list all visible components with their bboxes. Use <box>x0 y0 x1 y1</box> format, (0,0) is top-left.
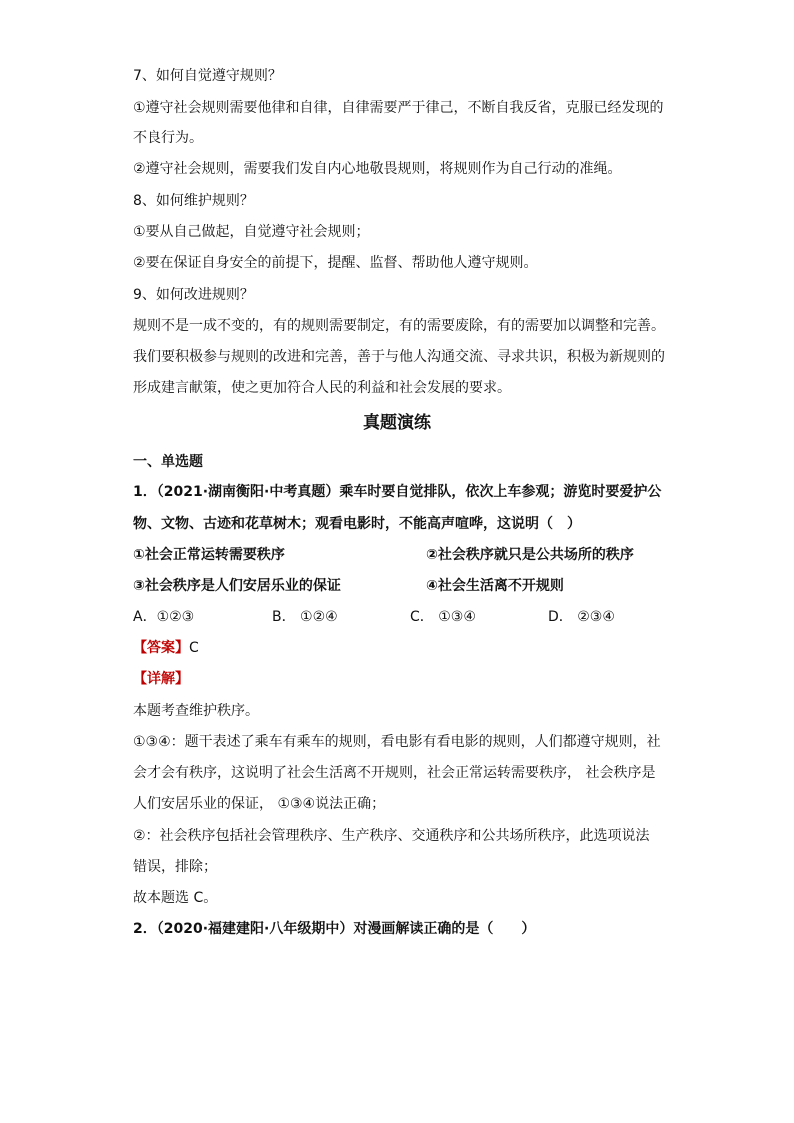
detail-line-1: 本题考查维护秩序。 <box>133 703 259 719</box>
q1-choice-c: C． ①③④ <box>410 609 476 625</box>
q8-title: 8、如何维护规则？ <box>133 193 254 209</box>
q1-stem-line-1: 1．（2021·湖南衡阳·中考真题）乘车时要自觉排队，依次上车参观；游览时要爱护公 <box>133 484 662 500</box>
q8-paragraph-2: ②要在保证自身安全的前提下，提醒、监督、帮助他人遵守规则。 <box>133 255 538 271</box>
q1-item-2: ②社会秩序就只是公共场所的秩序 <box>426 547 634 563</box>
detail-line-3: 会才会有秩序，这说明了社会生活离不开规则，社会正常运转需要秩序， 社会秩序是 <box>133 765 656 781</box>
detail-line-2: ①③④：题干表述了乘车有乘车的规则，看电影有看电影的规则，人们都遵守规则，社 <box>133 734 661 750</box>
practice-heading: 真题演练 <box>363 413 431 433</box>
q1-answer <box>133 638 199 658</box>
q7-paragraph-2: ②遵守社会规则，需要我们发自内心地敬畏规则，将规则作为自己行动的准绳。 <box>133 161 622 177</box>
detail-label: 【详解】 <box>133 671 189 687</box>
q1-item-1: ①社会正常运转需要秩序 <box>133 547 285 563</box>
q2-stem: 2．（2020·福建建阳·八年级期中）对漫画解读正确的是（ ） <box>133 921 536 937</box>
q7-paragraph-1-line-2: 不良行为。 <box>133 130 203 146</box>
q7-paragraph-1-line-1: ①遵守社会规则需要他律和自律，自律需要严于律己，不断自我反省，克服已经发现的 <box>133 100 664 116</box>
detail-line-4: 人们安居乐业的保证， ①③④说法正确； <box>133 796 386 812</box>
answer-label: 【答案】 <box>133 640 189 656</box>
detail-line-7: 故本题选 C。 <box>133 890 218 906</box>
q1-item-4: ④社会生活离不开规则 <box>426 578 564 594</box>
q1-choice-b: B． ①②④ <box>272 609 338 625</box>
q9-line-2: 我们要积极参与规则的改进和完善，善于与他人沟通交流、寻求共识，积极为新规则的 <box>133 349 665 365</box>
answer-value: C <box>189 640 199 656</box>
q8-paragraph-1: ①要从自己做起，自觉遵守社会规则； <box>133 224 370 240</box>
detail-line-6: 错误，排除； <box>133 859 217 875</box>
detail-line-5: ②：社会秩序包括社会管理秩序、生产秩序、交通秩序和公共场所秩序，此选项说法 <box>133 828 650 844</box>
q1-choice-d: D． ②③④ <box>548 609 615 625</box>
q9-line-1: 规则不是一成不变的，有的规则需要制定，有的需要废除，有的需要加以调整和完善。 <box>133 318 665 334</box>
q1-stem-line-2: 物、文物、古迹和花草树木；观看电影时，不能高声喧哗，这说明（ ） <box>133 516 581 532</box>
q1-choice-a: A．①②③ <box>133 609 195 625</box>
q1-item-3: ③社会秩序是人们安居乐业的保证 <box>133 578 341 594</box>
q9-title: 9、如何改进规则？ <box>133 287 254 303</box>
question-type-heading: 一、单选题 <box>133 454 203 470</box>
q9-line-3: 形成建言献策，使之更加符合人民的利益和社会发展的要求。 <box>133 380 511 396</box>
q7-title: 7、如何自觉遵守规则？ <box>133 68 282 84</box>
